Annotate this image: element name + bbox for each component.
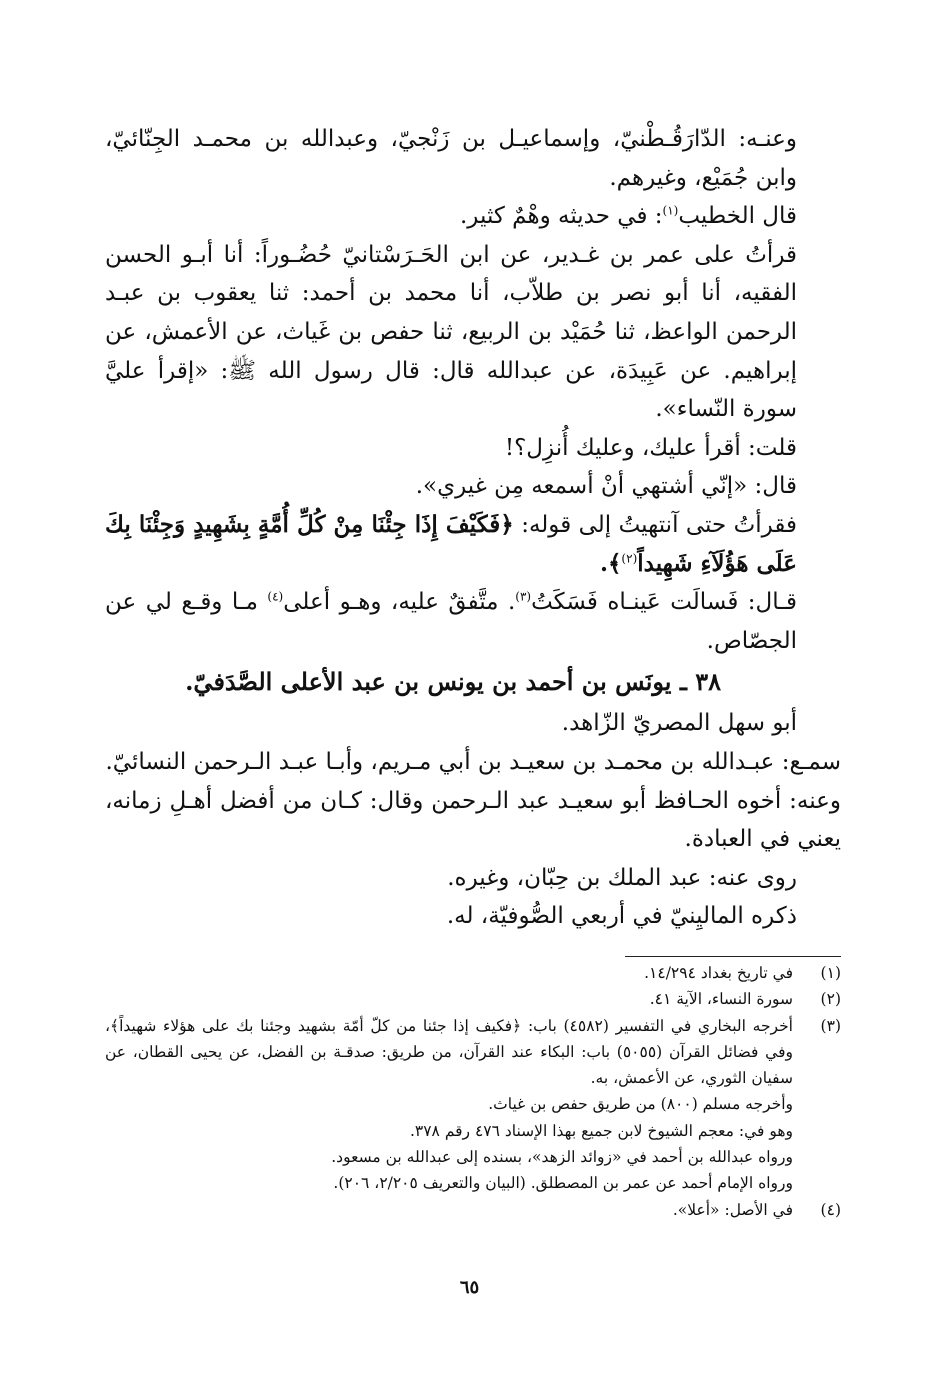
paragraph-from-him: وعنه: أخوه الحـافظ أبو سعيـد عبد الـرحمن وقال: كـان من أفضل أهـلِ زمانه، يعني في العبادة.: [105, 787, 841, 853]
footnote-number: (٤): [820, 1200, 841, 1219]
footnote-continuation: ورواه عبدالله بن أحمد في «زوائد الزهد»، بسنده إلى عبدالله بن مسعود.: [331, 1148, 793, 1167]
paragraph-kunya: أبو سهل المصريّ الزّاهد.: [561, 710, 797, 737]
text-segment: فقرأتُ حتى آنتهيتُ إلى قوله:: [513, 511, 797, 538]
text-segment: قال الخطيب: [678, 203, 797, 230]
footnote-text: أخرجه البخاري في التفسير (٤٥٨٢) باب: ﴿فكيف إذا جئنا من كلّ أمّة بشهيد وجئنا بك على هؤلاء شهيداً﴾، وفي فضائل القرآن (٥٠٥٥) باب: البكاء عند القرآن، من طريق: صدقـة بن الفضل، عن يحيى القطان، عن سفيان الثوري، عن الأعمش، به.: [105, 1016, 793, 1088]
paragraph-answer: قال: «إنّي أشتهي أنْ أسمعه مِن غيري».: [415, 473, 797, 500]
text-segment: . متَّفقٌ عليه، وهـو أعلى: [283, 589, 516, 616]
paragraph-mentioned: ذكره الماليِنيّ في أربعي الصُّوفيّة، له.: [446, 903, 797, 930]
footnote-marker: (٢): [621, 550, 638, 565]
footnote-marker: (٤): [267, 589, 284, 604]
footnote-number: (٣): [820, 1016, 841, 1035]
footnote: [105, 986, 841, 1012]
text-segment: قـال: فَسالَت عَينـاه فَسَكَتُ: [531, 589, 797, 616]
footnote-marker: (١): [662, 203, 679, 218]
footnote-continuation: وهو في: معجم الشيوخ لابن جميع بهذا الإسناد ٤٧٦ رقم ٣٧٨.: [409, 1121, 793, 1140]
text-segment: ﴾.: [599, 549, 622, 577]
paragraph-question: قلت: أقرأ عليك، وعليك أُنزِل؟!: [504, 434, 797, 461]
paragraph-isnad: قرأتُ على عمر بن غـدير، عن ابن الحَـرَسْتانيّ حُضُـوراً: أنا أبـو الحسن الفقيه، أنا أبو نصر بن طلاّب، أنا محمد بن أحمد: ثنا يعقوب بن عبـد الرحمن الواعظ، ثنا حُمَيْد بن الربيع، ثنا حفص بن غَياث، عن الأعمش، عن إبراهيم. عن عَبِيدَة، عن عبدالله قال: قال رسول الله ﷺ: «إقرأ عليَّ سورة النّساء».: [105, 241, 797, 423]
footnote: [105, 1013, 841, 1092]
footnote-number: (٢): [820, 990, 841, 1009]
quran-verse: ﴿فَكَيْفَ إِذَا جِئْنَا مِنْ كُلِّ أُمَّةٍ بِشَهِيدٍ وَجِئْنَا بِكَ عَلَى هَؤُلَآءِ شَهِيداً: [105, 510, 797, 577]
footnote-divider: [625, 956, 841, 957]
footnote: [105, 1197, 841, 1223]
footnote-continuation: وأخرجه مسلم (٨٠٠) من طريق حفص بن غياث.: [488, 1095, 793, 1114]
footnotes: [105, 960, 841, 1223]
paragraph-verse: [105, 506, 841, 583]
text-segment: : في حديثه وهْمٌ كثير.: [460, 203, 663, 230]
footnote-text: سورة النساء، الآية ٤١.: [649, 990, 793, 1009]
footnote-continuation: ورواه الإمام أحمد عن عمر بن المصطلق. (البيان والتعريف ٢/٢٠٥، ٢٠٦).: [333, 1174, 793, 1193]
paragraph-tears: [105, 583, 841, 660]
main-text: [105, 120, 841, 936]
entry-heading: ٣٨ ـ يونَس بن أحمد بن يونس بن عبد الأعلى الصَّدَفيّ.: [185, 667, 721, 697]
paragraph-narrated: روى عنه: عبد الملك بن حِبّان، وغيره.: [447, 864, 797, 891]
footnote: [105, 960, 841, 986]
paragraph-heard: سمـع: عبـدالله بن محمـد بن سعيـد بن أبي مـريم، وأبـا عبـد الـرحمن النسائيّ.: [105, 748, 841, 775]
page-number: ٦٥: [459, 1277, 480, 1298]
paragraph-narrators: وعنـه: الدّارَقُـطْنيّ، وإسماعيـل بن زَنْجيّ، وعبدالله بن محمـد الجِنّائيّ، وابن جُمَيْع، وغيرهم.: [105, 126, 797, 191]
footnote-text: في الأصل: «أعلا».: [672, 1200, 793, 1219]
footnote-marker: (٣): [515, 589, 532, 604]
footnote-text: في تاريخ بغداد ١٤/٢٩٤.: [644, 964, 793, 982]
footnote-number: (١): [820, 964, 841, 982]
paragraph-khatib: [105, 197, 841, 236]
text-segment: مـا وقـع لي عن الجصّاص.: [105, 589, 797, 654]
